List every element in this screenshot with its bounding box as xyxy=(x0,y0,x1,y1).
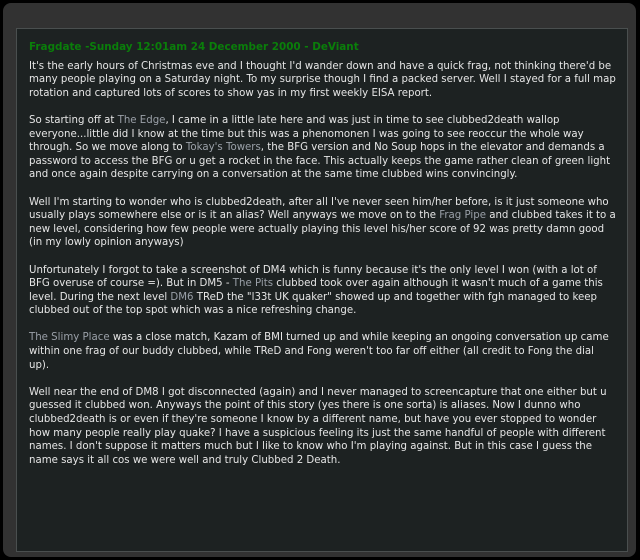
text-segment: was a close match, Kazam of BMI turned up and while keeping an ongoing conversation up came within one frag of our buddy clubbed, while TReD and Fong weren't too far off either (all credit to Fong the dial up). xyxy=(29,332,609,371)
link-tokays-towers[interactable]: Tokay's Towers xyxy=(185,142,261,154)
paragraph-intro: It's the early hours of Christmas eve and I thought I'd wander down and have a quick frag, not thinking there'd be many people playing on a Saturday night. To my surprise though I find a packed server. Well I stayed for a full map rotation and captured lots of scores to show yas in my first weekly EISA report. xyxy=(29,60,616,99)
text-segment: , the BFG version and No Soup hops in the elevator and demands a password to access the BFG or u get a rocket in the face. This actually keeps the game rather clean of green light and once again despite carrying on a conversation at the same time clubbed wins convincingly. xyxy=(29,142,611,181)
link-the-slimy-place[interactable]: The Slimy Place xyxy=(29,332,110,344)
link-the-edge[interactable]: The Edge xyxy=(117,114,166,126)
news-post xyxy=(16,28,628,552)
post-title: Fragdate -Sunday 12:01am 24 December 2000 - DeViant xyxy=(29,41,359,53)
text-segment: , I came in a little late here and was just in time to see clubbed2death wallop everyone...little did I know at the time but this was a phenomonen I was going to see reoccur the whole way through. So we move along to xyxy=(29,114,584,154)
text-segment: TReD the "l33t UK quaker" showed up and together with fgh managed to keep clubbed out of the top spot which was a nice refreshing change. xyxy=(29,291,597,317)
text-segment: So starting off at xyxy=(29,114,118,126)
link-the-pits[interactable]: The Pits xyxy=(232,278,274,290)
text-segment: clubbed took over again although it wasn't much of a game this level. During the next level xyxy=(29,278,603,303)
paragraph-the-edge xyxy=(29,114,616,182)
text-segment: and clubbed takes it to a new level, considering how few people were actually playing this level his/her score of 92 was pretty damn good (in my lowly opinion anyways) xyxy=(29,210,616,249)
link-frag-pipe[interactable]: Frag Pipe xyxy=(439,210,486,222)
text-segment: Well I'm starting to wonder who is clubbed2death, after all I've never seen him/her before, is it just someone who usually plays somewhere else or is it an alias? Well anyways we move on to the xyxy=(29,196,609,222)
text-segment: Unfortunately I forgot to take a screenshot of DM4 which is funny because it's the only level I won (with a lot of BFG overuse of course =). But in DM5 - xyxy=(29,264,597,290)
paragraph-dm5-dm6 xyxy=(29,264,616,318)
page-frame xyxy=(3,3,636,557)
paragraph-slimy-place xyxy=(29,331,616,372)
paragraph-conclusion: Well near the end of DM8 I got disconnected (again) and I never managed to screencapture that one either but u guessed it clubbed won. Anyways the point of this story (yes there is one sorta) is aliases. Now I dunno who clubbed2death is or even if they're someone I know by a different name, but have you ever stopped to wonder how many people really play quake? I have a suspicious feeling its just the same handful of people with different names. I don't suppose it matters much but I like to know who I'm playing against. But in this case I guess the name says it all cos we were well and truly Clubbed 2 Death. xyxy=(29,386,607,466)
paragraph-frag-pipe xyxy=(29,196,616,250)
link-dm6[interactable]: DM6 xyxy=(170,291,194,303)
